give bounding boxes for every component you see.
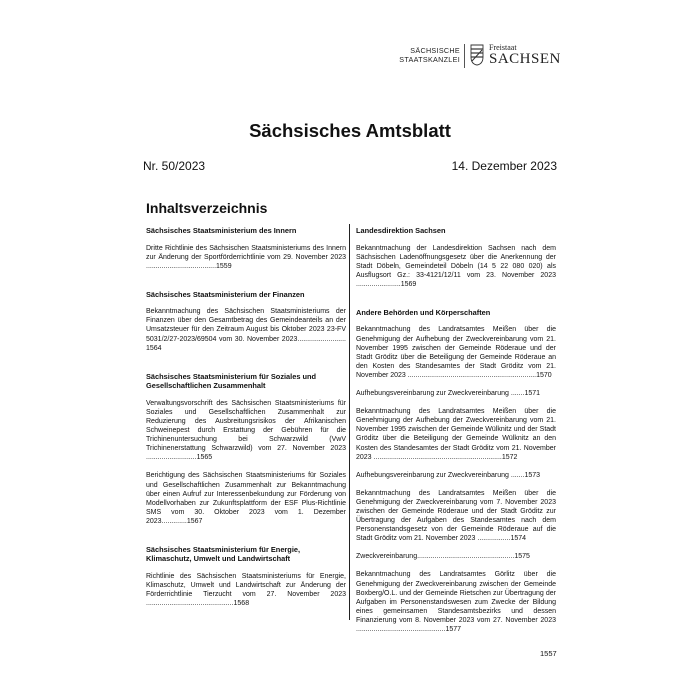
toc-entry: Dritte Richtlinie des Sächsischen Staatsministeriums des Innern zur Änderung der Sportförderrichtlinie vom 29. November 2023 ....................................1559 <box>146 244 346 270</box>
toc-entry: Bekanntmachung des Landratsamtes Görlitz über die Genehmigung der Zweckvereinbarung zwischen der Gemeinde Boxberg/O.L. und der Gemeinde Rietschen zur Übertragung der Aufgaben im Personenstandswesen zum Zwecke der Bildung eines gemeinsamen Standesamtsbezirks und dessen Finanzierung vom 8. November 2023 vom 27. November 2023 ..............................................1577 <box>356 571 556 633</box>
toc-right-column <box>356 226 556 643</box>
section-heading: Sächsisches Staatsministerium für Soziales und Gesellschaftlichen Zusammenhalt <box>146 371 317 391</box>
toc-entry: Aufhebungsvereinbarung zur Zweckvereinbarung .......1571 <box>356 390 541 398</box>
header-right-big: SACHSEN <box>489 51 561 67</box>
header-divider <box>464 44 465 68</box>
toc-entry: Bekanntmachung des Sächsischen Staatsministeriums der Finanzen über den Gesamtbetrag des Gemeindeanteils an der Umsatzsteuer für den Zeitraum August bis Oktober 2023 23-FV 5031/2/27-2023/69504 vom 30. November 2023......................... 1564 <box>146 308 346 352</box>
toc-left-column <box>146 226 346 617</box>
toc-entry: Richtlinie des Sächsischen Staatsministeriums für Energie, Klimaschutz, Umwelt und Landwirtschaft zur Änderung der Förderrichtlinie Tierzucht vom 27. November 2023 .............................................1568 <box>146 572 346 608</box>
section-heading: Andere Behörden und Körperschaften <box>356 307 491 317</box>
page-number: 1557 <box>540 649 557 658</box>
toc-entry: Bekanntmachung des Landratsamtes Meißen über die Genehmigung der Aufhebung der Zweckvereinbarung vom 21. November 1995 zwischen der Gemeinde Wülknitz und der Stadt Gröditz über die Beteiligung der Gemeinde Wülknitz an den Kosten des Standesamtes der Stadt Gröditz vom 21. November 2023 ..................................................................1572 <box>356 408 556 461</box>
issue-number: Nr. 50/2023 <box>143 159 206 173</box>
toc-entry: Berichtigung des Sächsischen Staatsministeriums für Soziales und Gesellschaftlichen Zusammenhalt zur Bekanntmachung über einen Aufruf zur Interessenbekundung zur Förderung von Modellvorhaben zur Zukunftsplattform der ESF Plus-Richtlinie SMS vom 30. Oktober 2023 vom 1. Dezember 2023.............1567 <box>146 472 346 525</box>
section-heading: Sächsisches Staatsministerium für Energie, Klimaschutz, Umwelt und Landwirtschaft <box>146 544 301 564</box>
header-left-line1: SÄCHSISCHE <box>410 46 460 55</box>
toc-entry: Bekanntmachung des Landratsamtes Meißen über die Genehmigung der Aufhebung der Zweckvereinbarung vom 21. November 1995 zwischen der Gemeinde Röderaue und der Stadt Gröditz über die Beteiligung der Gemeinde Röderaue an den Kosten des Standesamtes der Stadt Gröditz vom 21. November 2023 ..................................................................1570 <box>356 326 556 379</box>
toc-entry: Zweckvereinbarung..................................................1575 <box>356 553 530 561</box>
toc-title: Inhaltsverzeichnis <box>146 200 268 216</box>
section-heading: Sächsisches Staatsministerium des Innern <box>146 226 297 235</box>
header-left-line2: STAATSKANZLEI <box>399 55 460 64</box>
section-heading: Sächsisches Staatsministerium der Finanzen <box>146 289 305 299</box>
toc-entry: Bekanntmachung des Landratsamtes Meißen über die Genehmigung der Zweckvereinbarung vom 7. November 2023 zwischen der Gemeinde Röderaue und der Stadt Gröditz zur Übertragung der Aufgaben des Standesamtes nach dem Personenstandsgesetz von der Gemeinde Röderaue auf die Stadt Gröditz vom 21. November 2023 .................1574 <box>356 489 556 543</box>
section-heading: Landesdirektion Sachsen <box>356 226 446 235</box>
toc-entry: Bekanntmachung der Landesdirektion Sachsen nach dem Sächsischen Ladenöffnungsgesetz über die Anerkennung der Stadt Döbeln, Gemeindeteil Döbeln (14 5 22 080 020) als Ausflugsort Gz.: 33-4121/12/11 vom 23. November 2023 .......................1569 <box>356 244 556 288</box>
staatskanzlei-label <box>374 46 460 64</box>
toc-entry: Aufhebungsvereinbarung zur Zweckvereinbarung .......1573 <box>356 471 541 479</box>
column-divider <box>349 224 350 620</box>
issue-date: 14. Dezember 2023 <box>451 159 557 173</box>
freistaat-sachsen-logo <box>489 43 561 67</box>
toc-entry: Verwaltungsvorschrift des Sächsischen Staatsministeriums für Soziales und Gesellschaftlichen Zusammenhalt zur Reduzierung des Ausbreitungsrisikos der Afrikanischen Schweinepest durch Erstattung der Gebühren für die Trichinenuntersuchung bei Schwarzwild (VwV Trichinenerstattung Schwarzwild) vom 27. November 2023 ..........................1565 <box>146 399 346 462</box>
saxony-crest-icon <box>470 44 484 66</box>
page-title: Sächsisches Amtsblatt <box>249 120 451 141</box>
header-right-small: Freistaat <box>489 43 517 52</box>
